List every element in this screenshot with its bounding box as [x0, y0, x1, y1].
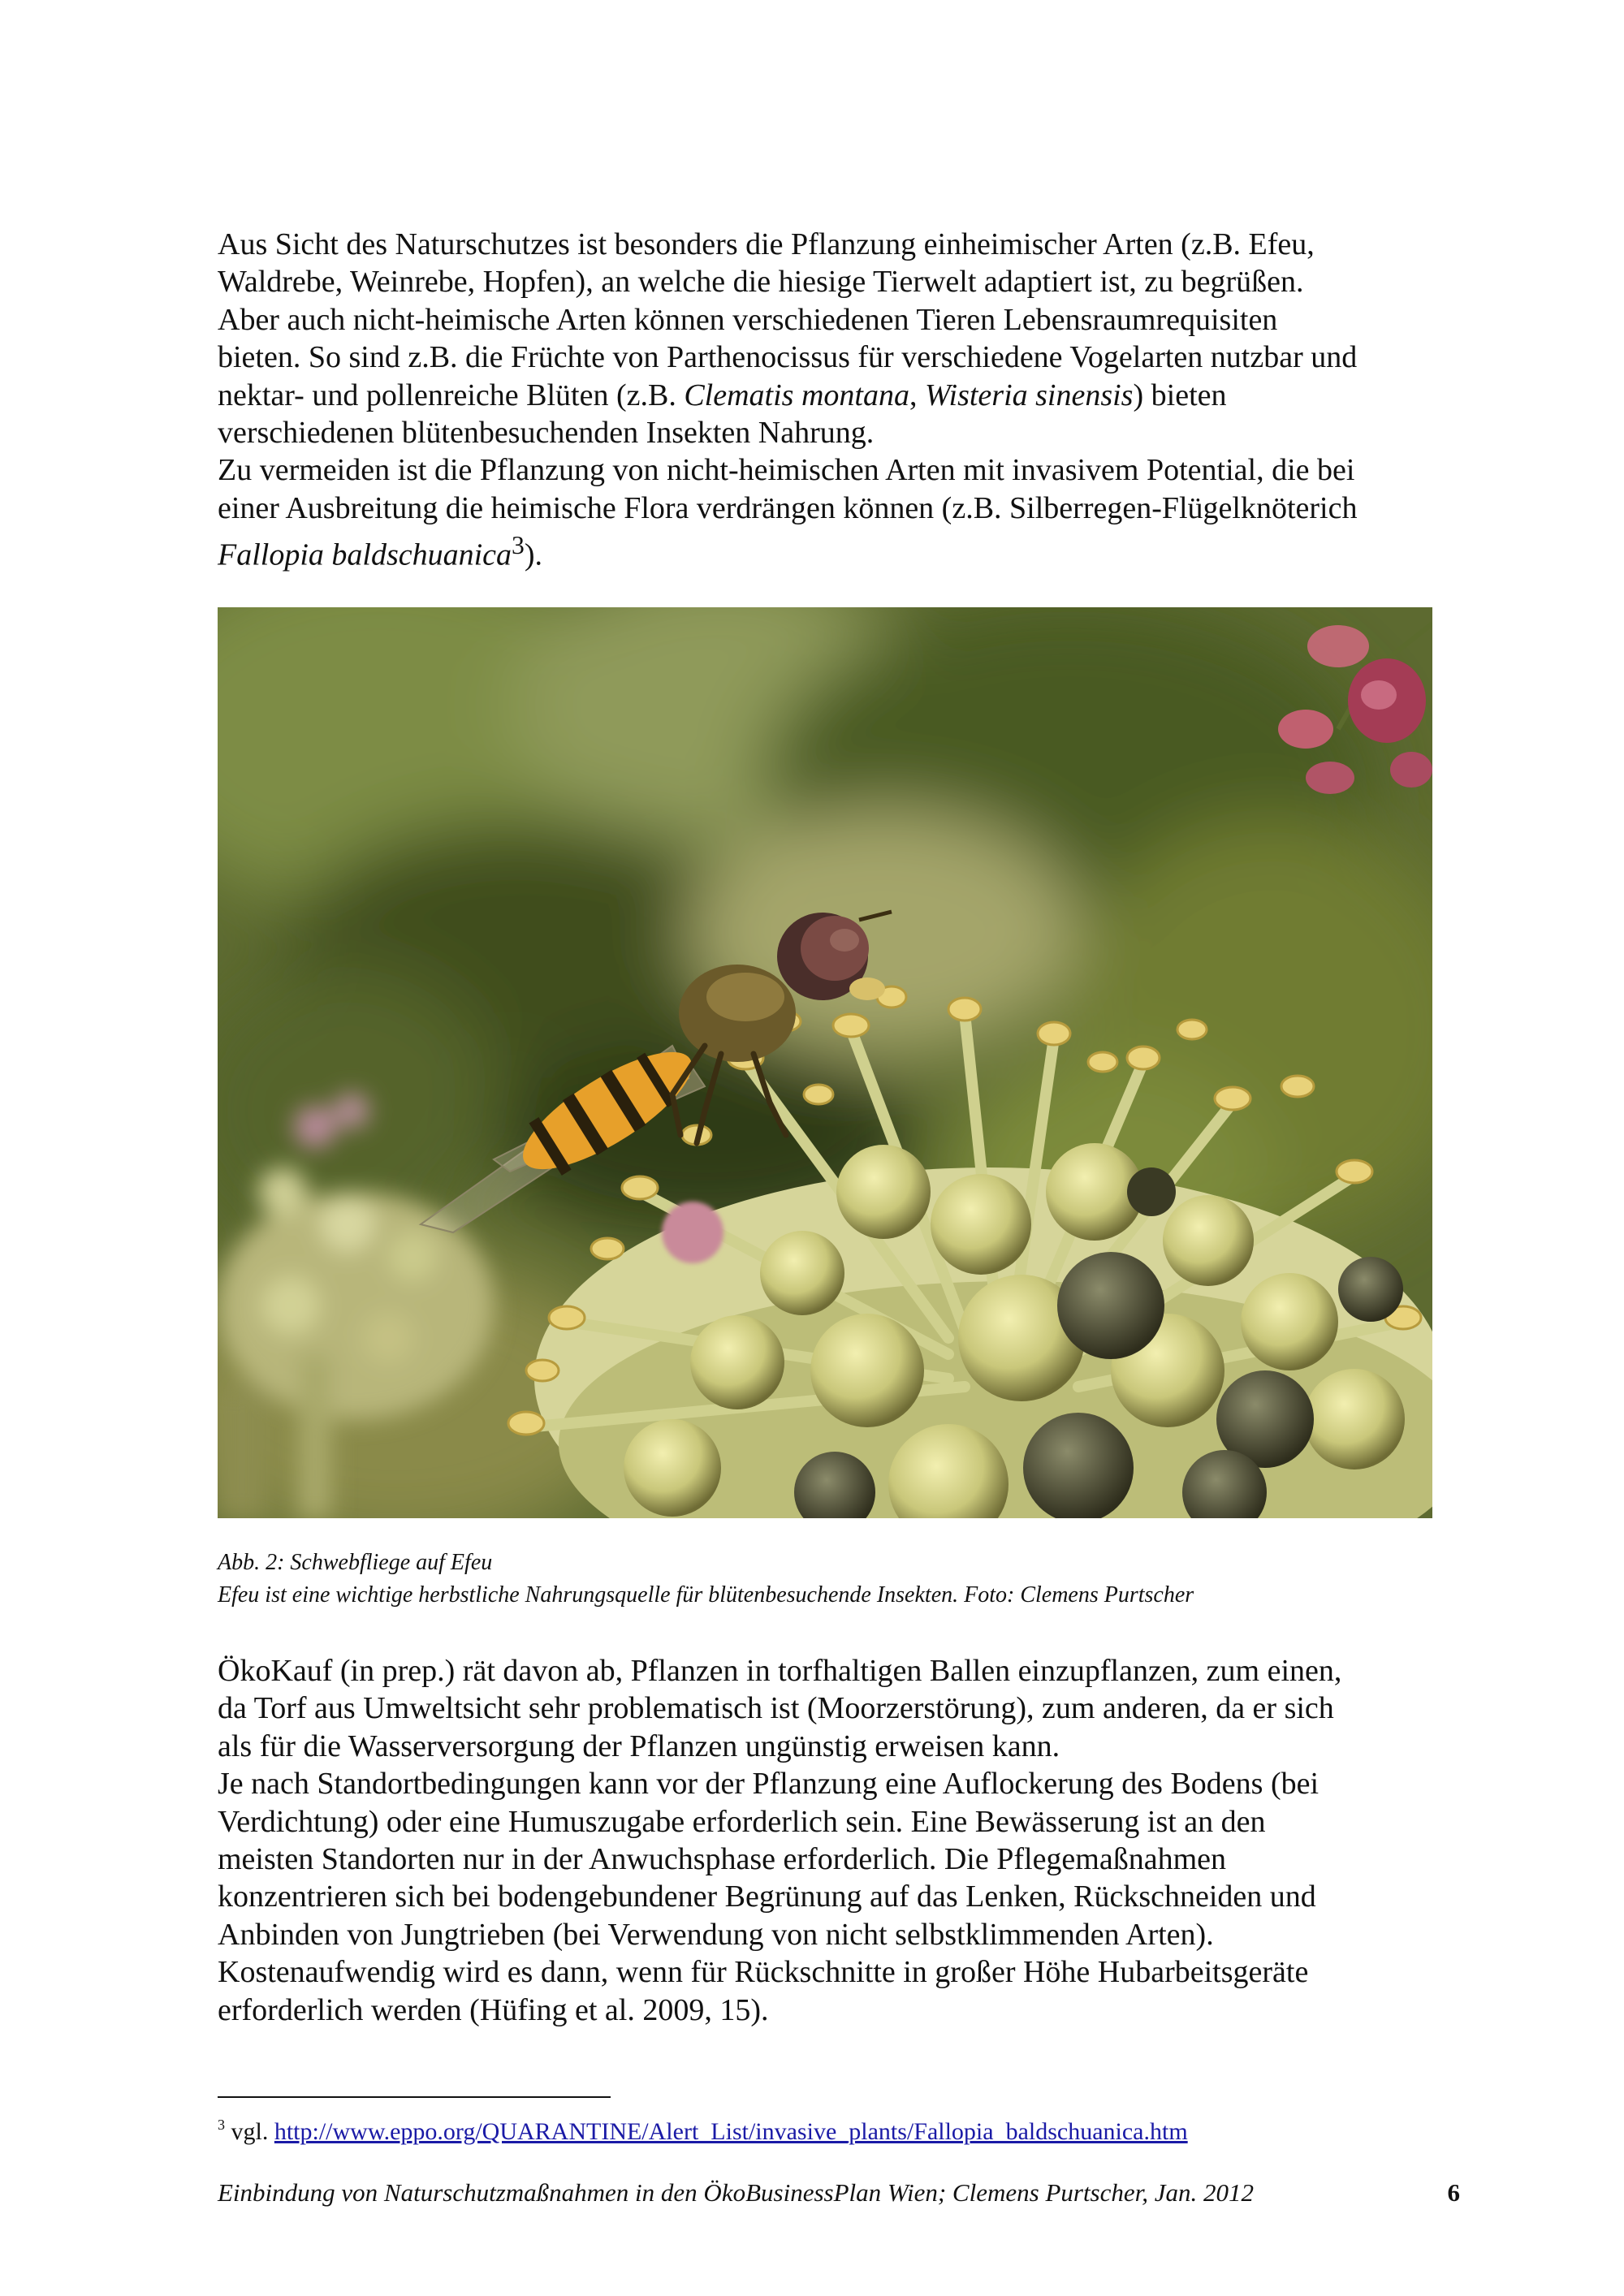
text-line: erforderlich werden (Hüfing et al. 2009, 15). — [218, 1992, 769, 2027]
text-line — [218, 377, 1452, 414]
caption-text: Efeu ist eine wichtige herbstliche Nahrungsquelle für blütenbesuchende Insekten. Foto: Clemens Purtscher — [218, 1582, 1194, 1608]
footnote-prefix: vgl. — [225, 2118, 274, 2145]
footnote-separator — [218, 2096, 611, 2098]
text-line: bieten. So sind z.B. die Früchte von Parthenocissus für verschiedene Vogelarten nutzbar und — [218, 340, 1358, 375]
text-line: Aus Sicht des Naturschutzes ist besonders die Pflanzung einheimischer Arten (z.B. Efeu, — [218, 227, 1315, 261]
text-line: als für die Wasserversorgung der Pflanzen ungünstig erweisen kann. — [218, 1728, 1060, 1763]
text-line: Waldrebe, Weinrebe, Hopfen), an welche die hiesige Tierwelt adaptiert ist, zu begrüßen. — [218, 265, 1304, 300]
caption-title: Abb. 2: Schwebfliege auf Efeu — [218, 1550, 493, 1575]
second-paragraph — [218, 1652, 1452, 2029]
text-fragment: ). — [524, 537, 543, 572]
text-line: meisten Standorten nur in der Anwuchsphase erforderlich. Die Pflegemaßnahmen — [218, 1842, 1227, 1877]
text-line: Anbinden von Jungtrieben (bei Verwendung von nicht selbstklimmenden Arten). — [218, 1917, 1214, 1952]
figure-photo — [218, 607, 1432, 1518]
text-line: verschiedenen blütenbesuchenden Insekten Nahrung. — [218, 416, 875, 451]
text-line: konzentrieren sich bei bodengebundener Begrünung auf das Lenken, Rückschneiden und — [218, 1880, 1316, 1914]
hoverfly-on-ivy-photo — [218, 607, 1432, 1518]
text-line: Je nach Standortbedingungen kann vor der Pflanzung eine Auflockerung des Bodens (bei — [218, 1767, 1320, 1802]
text-fragment: nektar- und pollenreiche Blüten (z.B. — [218, 378, 685, 412]
text-line — [218, 527, 1452, 574]
page-footer — [218, 2177, 1460, 2209]
intro-paragraph — [218, 226, 1452, 574]
species-clematis: Clematis montana — [684, 378, 909, 412]
footnote-number: 3 — [218, 2117, 225, 2133]
page-number: 6 — [1447, 2178, 1460, 2207]
text-line: ÖkoKauf (in prep.) rät davon ab, Pflanzen in torfhaltigen Ballen einzupflanzen, zum einen, — [218, 1654, 1342, 1688]
footnote-link[interactable]: http://www.eppo.org/QUARANTINE/Alert_List/invasive_plants/Fallopia_baldschuanica.htm — [274, 2118, 1188, 2145]
text-fragment: , — [909, 378, 925, 412]
text-line: Verdichtung) oder eine Humuszugabe erforderlich sein. Eine Bewässerung ist an den — [218, 1804, 1266, 1839]
text-line: da Torf aus Umweltsicht sehr problematisch ist (Moorzerstörung), zum anderen, da er sich — [218, 1691, 1334, 1726]
text-fragment: ) bieten — [1133, 378, 1227, 412]
text-line: Kostenaufwendig wird es dann, wenn für Rückschnitte in großer Höhe Hubarbeitsgeräte — [218, 1955, 1309, 1990]
text-line: Aber auch nicht-heimische Arten können verschiedenen Tieren Lebensraumrequisiten — [218, 302, 1278, 337]
species-fallopia: Fallopia baldschuanica — [218, 537, 512, 572]
text-line: einer Ausbreitung die heimische Flora verdrängen können (z.B. Silberregen-Flügelknöterich — [218, 490, 1358, 525]
figure-caption — [218, 1547, 1194, 1612]
footer-text: Einbindung von Naturschutzmaßnahmen in den ÖkoBusinessPlan Wien; Clemens Purtscher, Jan. 2012 — [218, 2178, 1255, 2207]
text-line: Zu vermeiden ist die Pflanzung von nicht-heimischen Arten mit invasivem Potential, die bei — [218, 453, 1355, 488]
footnote-ref[interactable]: 3 — [512, 531, 525, 560]
footnote — [218, 2108, 1188, 2148]
species-wisteria: Wisteria sinensis — [924, 378, 1134, 412]
